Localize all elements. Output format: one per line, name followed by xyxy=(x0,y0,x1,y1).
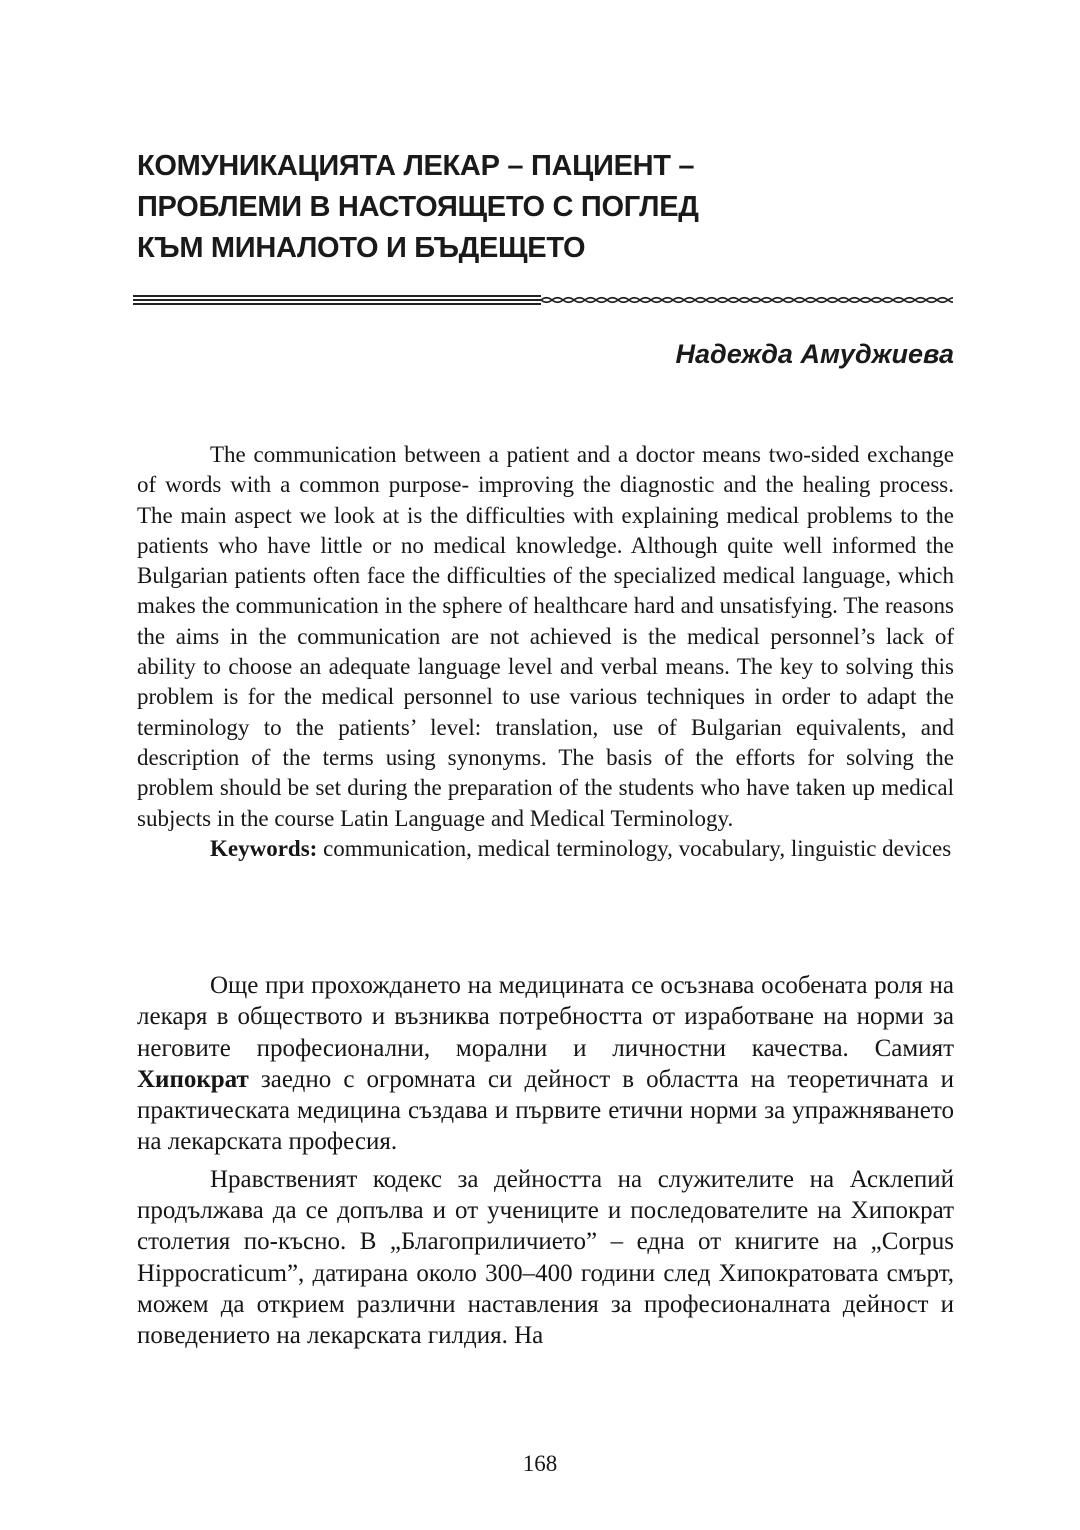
title-line-1: КОМУНИКАЦИЯТА ЛЕКАР – ПАЦИЕНТ – xyxy=(137,150,695,182)
decorative-divider xyxy=(133,285,953,315)
article-title xyxy=(137,146,957,269)
body-paragraph-2: Нравственият кодекс за дейността на служителите на Асклепий продължава да се допълва и от учениците и последователите на Хипократ столетия по-късно. В „Благоприличието” – една от книгите на „Corpus Hippocraticum”, датирана около 300–400 години след Хипократовата смърт, можем да открием различни наставления за професионалната дейност и поведението на лекарската гилдия. На xyxy=(137,1165,954,1350)
abstract xyxy=(137,440,954,864)
p1-end: заедно с огромната си дейност в областта на теоретичната и практическата медицина създава и първите етични норми за упражняването на лекарската професия. xyxy=(137,1065,954,1156)
p1-start: Още при прохождането на медицината се осъзнава особената роля на лекаря в обществото и възниква потребността от изработване на норми за неговите професионални, морални и личностни качества. Самият xyxy=(137,972,954,1062)
abstract-text: The communication between a patient and a doctor means two-sided exchange of words with a common purpose- improving the diagnostic and the healing process. The main aspect we look at is the difficulties with explaining medical problems to the patients who have little or no medical knowledge. Although quite well informed the Bulgarian patients often face the difficulties of the specialized medical language, which makes the communication in the sphere of healthcare hard and unsatisfying. The reasons the aims in the communication are not achieved is the medical personnel’s lack of ability to choose an adequate language level and verbal means. The key to solving this problem is for the medical personnel to use various techniques in order to adapt the terminology to the patients’ level: translation, use of Bulgarian equivalents, and description of the terms using synonyms. The basis of the efforts for solving the problem should be set during the preparation of the students who have taken up medical subjects in the course Latin Language and Medical Terminology. xyxy=(137,442,954,831)
keywords-text: communication, medical terminology, vocabulary, linguistic devices xyxy=(317,835,952,861)
title-line-3: КЪМ МИНАЛОТО И БЪДЕЩЕТО xyxy=(137,232,586,264)
title-line-2: ПРОБЛЕМИ В НАСТОЯЩЕТО С ПОГЛЕД xyxy=(137,191,699,223)
body-paragraph-1 xyxy=(137,970,954,1158)
p1-bold-name: Хипократ xyxy=(137,1065,249,1093)
keywords-label: Keywords: xyxy=(210,835,318,861)
keywords-line xyxy=(137,834,954,864)
page-number: 168 xyxy=(522,1451,558,1476)
article-body xyxy=(137,970,954,1352)
author-name: Надежда Амуджиева xyxy=(675,339,954,369)
